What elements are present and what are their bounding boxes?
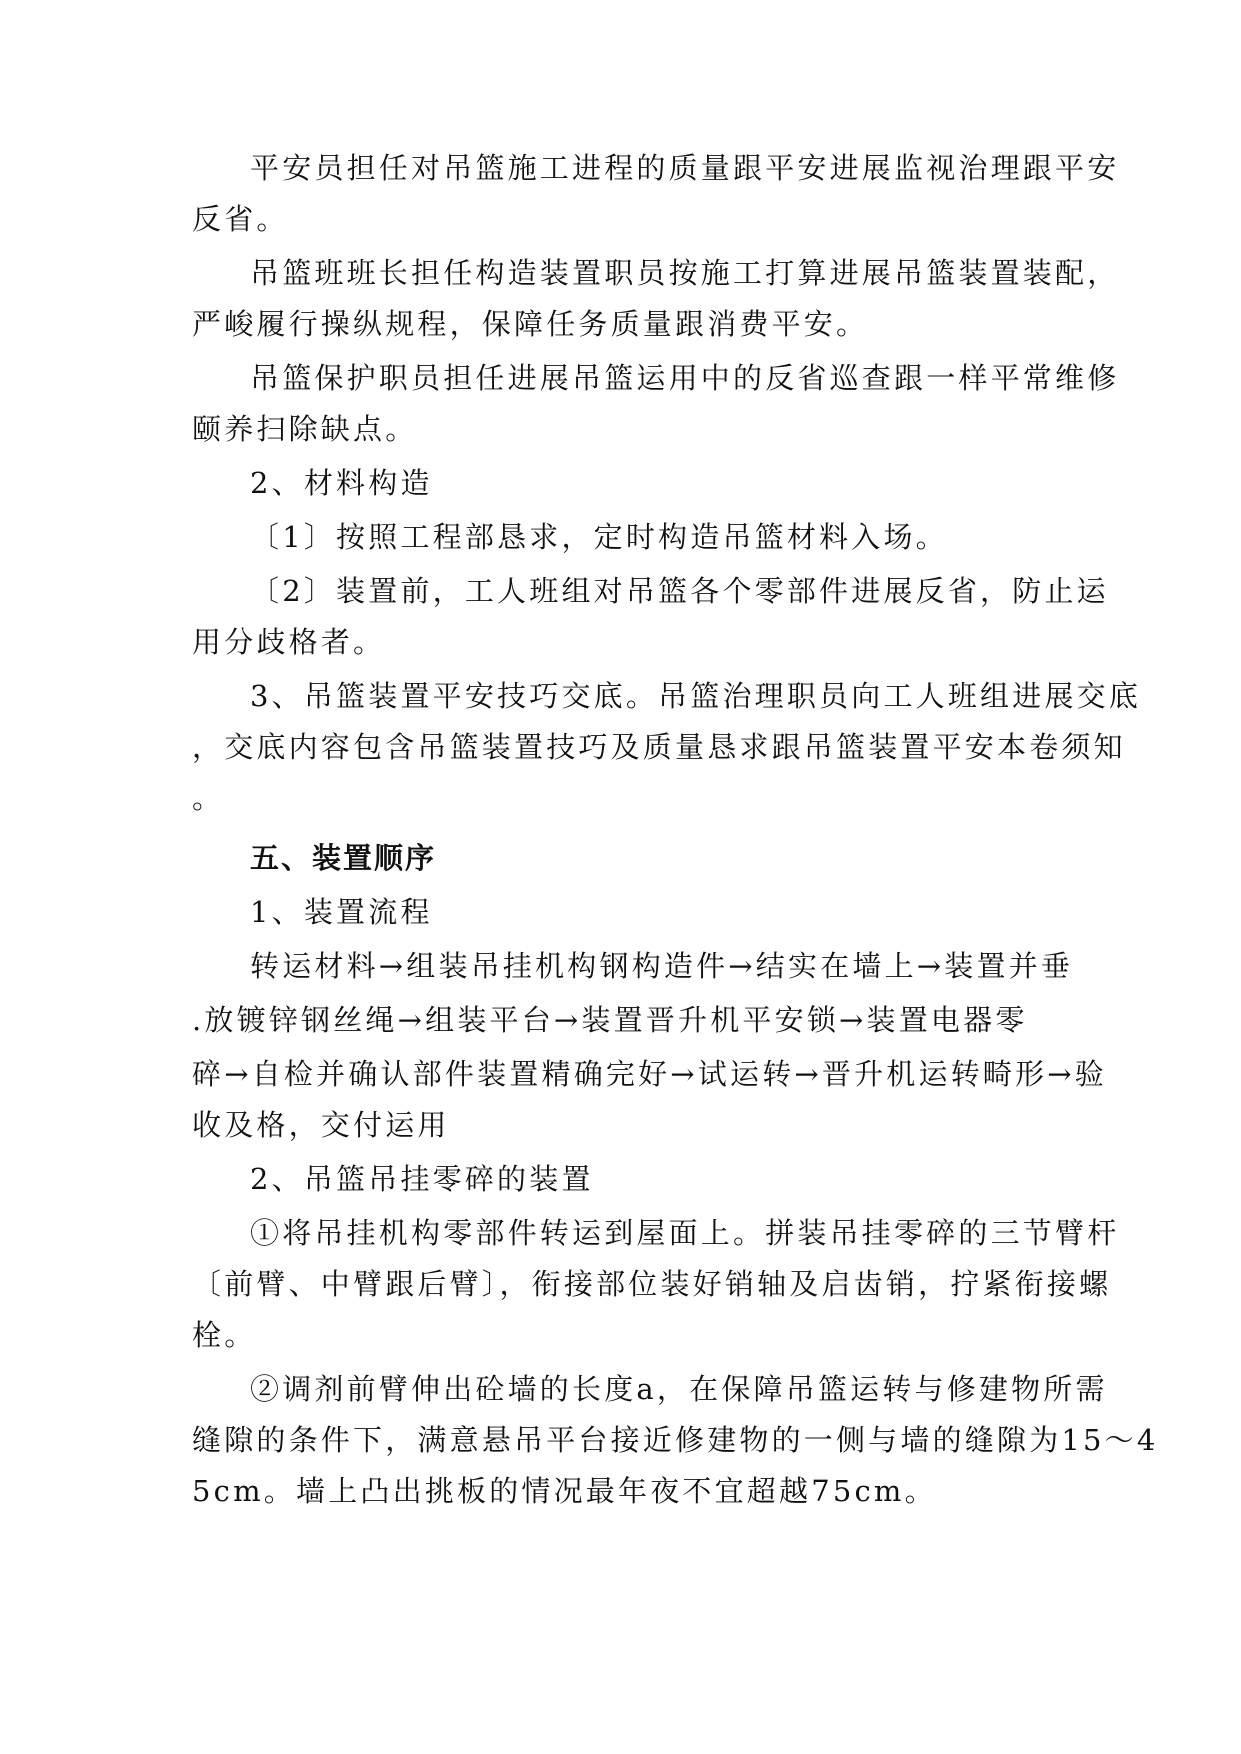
paragraph-line: .放镀锌钢丝绳→组装平台→装置晋升机平安锁→装置电器零: [192, 1003, 1028, 1037]
list-item: 〔1〕按照工程部恳求，定时构造吊篮材料入场。: [250, 520, 948, 554]
paragraph-line: 栓。: [192, 1318, 257, 1352]
paragraph-line: 缝隙的条件下，满意悬吊平台接近修建物的一侧与墙的缝隙为15～4: [192, 1423, 1159, 1457]
paragraph-line: 反省。: [192, 202, 289, 236]
section-subheading: 2、吊篮吊挂零碎的装置: [250, 1162, 594, 1196]
paragraph-line: 碎→自检并确认部件装置精确完好→试运转→晋升机运转畸形→验: [192, 1057, 1107, 1091]
section-subheading: 1、装置流程: [250, 895, 433, 929]
paragraph-line: 收及格，交付运用: [192, 1108, 450, 1142]
paragraph-line: 转运材料→组装吊挂机构钢构造件→结实在墙上→装置并垂: [250, 949, 1074, 983]
list-item: 〔2〕装置前，工人班组对吊篮各个零部件进展反省，防止运: [250, 574, 1109, 608]
paragraph-line: 颐养扫除缺点。: [192, 412, 418, 446]
paragraph-line: 5cm。墙上凸出挑板的情况最年夜不宜超越75cm。: [192, 1474, 937, 1508]
paragraph-line: 用分歧格者。: [192, 625, 386, 659]
paragraph-line: 吊篮保护职员担任进展吊篮运用中的反省巡查跟一样平常维修: [250, 361, 1120, 395]
paragraph-line: 严峻履行操纵规程，保障任务质量跟消费平安。: [192, 307, 869, 341]
paragraph-line: ，交底内容包含吊篮装置技巧及质量恳求跟吊篮装置平安本卷须知: [192, 730, 1126, 764]
paragraph-line: 吊篮班班长担任构造装置职员按施工打算进展吊篮装置装配，: [250, 256, 1120, 290]
paragraph-line: 3、吊篮装置平安技巧交底。吊篮治理职员向工人班组进展交底: [250, 679, 1142, 713]
paragraph-line: 。: [192, 781, 225, 815]
section-subheading: 2、材料构造: [250, 466, 433, 500]
paragraph-line: 〔前臂、中臂跟后臂〕，衔接部位装好销轴及启齿销，拧紧衔接螺: [192, 1267, 1112, 1301]
paragraph-line: 平安员担任对吊篮施工进程的质量跟平安进展监视治理跟平安: [250, 151, 1120, 185]
paragraph-line: ②调剂前臂伸出砼墙的长度a，在保障吊篮运转与修建物所需: [250, 1372, 1108, 1406]
paragraph-line: ①将吊挂机构零部件转运到屋面上。拼装吊挂零碎的三节臂杆: [250, 1216, 1120, 1250]
section-heading: 五、装置顺序: [250, 841, 437, 875]
